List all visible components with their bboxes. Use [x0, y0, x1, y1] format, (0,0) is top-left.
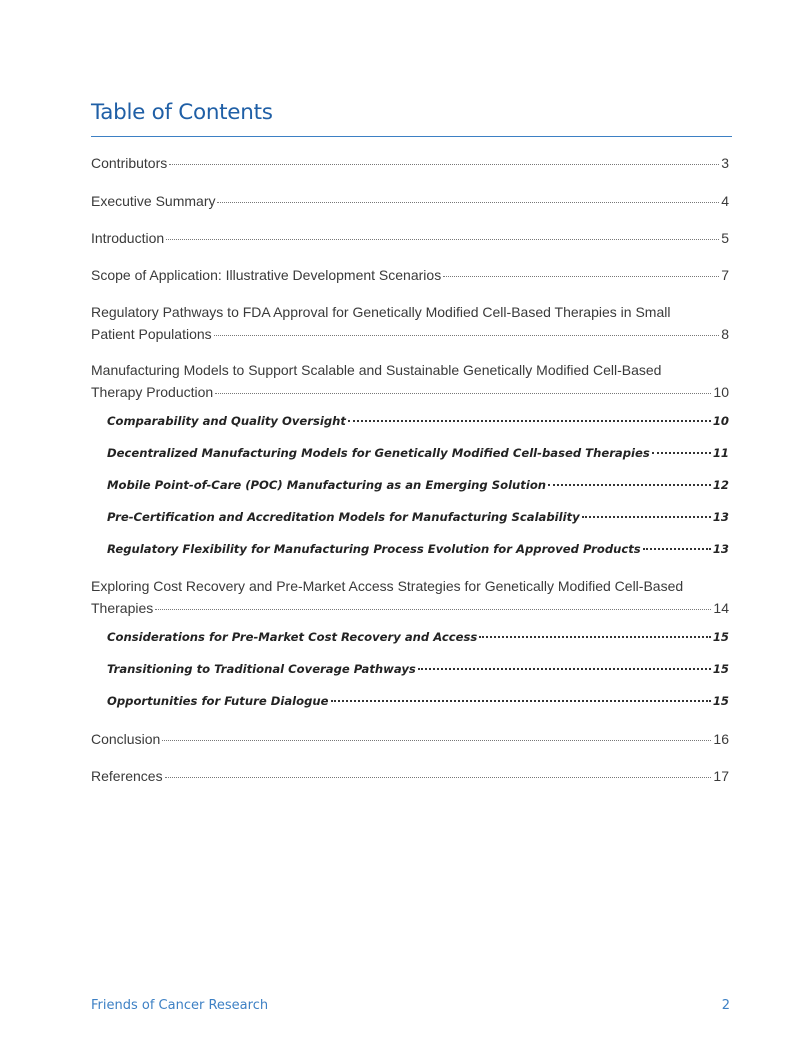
toc-entry-introduction[interactable]: [91, 227, 729, 249]
toc-page-number: 13: [712, 510, 729, 524]
footer-organization: Friends of Cancer Research: [91, 998, 269, 1013]
toc-entry-label: Exploring Cost Recovery and Pre-Market Access Strategies for Genetically Modified Cell-Based: [91, 578, 684, 594]
dot-leader: [169, 164, 719, 165]
toc-entry-label: Opportunities for Future Dialogue: [107, 694, 329, 708]
toc-page-number: 3: [721, 155, 729, 171]
dot-leader: [548, 484, 711, 486]
toc-subentry-future-dialogue[interactable]: [107, 690, 729, 712]
toc-page-number: 8: [721, 326, 729, 342]
toc-entry-label: Introduction: [91, 230, 165, 246]
dot-leader: [582, 516, 711, 518]
toc-page-number: 11: [712, 446, 729, 460]
toc-entry-scope-of-application[interactable]: [91, 264, 729, 286]
dot-leader: [479, 636, 711, 638]
toc-entry-references[interactable]: [91, 765, 729, 787]
dot-leader: [652, 452, 711, 454]
toc-entry-cost-recovery[interactable]: [91, 575, 729, 619]
dot-leader: [162, 740, 711, 741]
dot-leader: [348, 420, 711, 422]
toc-entry-label: References: [91, 768, 163, 784]
footer-page-number: 2: [721, 998, 730, 1013]
toc-entry-label-continued: Patient Populations: [91, 326, 212, 342]
toc-entry-manufacturing-models[interactable]: [91, 359, 729, 403]
toc-entry-label: Mobile Point-of-Care (POC) Manufacturing as an Emerging Solution: [107, 478, 547, 492]
dot-leader: [217, 202, 719, 203]
toc-page-number: 13: [712, 542, 729, 556]
toc-entry-label: Comparability and Quality Oversight: [107, 414, 346, 428]
toc-subentry-comparability[interactable]: [107, 410, 729, 432]
toc-entry-label-continued: Therapy Production: [91, 384, 214, 400]
toc-subentry-pre-certification[interactable]: [107, 506, 729, 528]
toc-entry-label: Regulatory Flexibility for Manufacturing Process Evolution for Approved Products: [107, 542, 641, 556]
toc-page-number: 12: [712, 478, 729, 492]
toc-entry-label: Considerations for Pre-Market Cost Recovery and Access: [107, 630, 478, 644]
toc-subentry-decentralized-manufacturing[interactable]: [107, 442, 729, 464]
dot-leader: [166, 239, 719, 240]
toc-entry-label: Scope of Application: Illustrative Development Scenarios: [91, 267, 442, 283]
toc-page-number: 15: [712, 662, 729, 676]
toc-entry-contributors[interactable]: [91, 152, 729, 174]
toc-subentry-pre-market-cost-recovery[interactable]: [107, 626, 729, 648]
toc-subentry-regulatory-flexibility[interactable]: [107, 538, 729, 560]
toc-page-number: 17: [713, 768, 729, 784]
toc-entry-conclusion[interactable]: [91, 728, 729, 750]
dot-leader: [331, 700, 711, 702]
dot-leader: [443, 276, 719, 277]
dot-leader: [418, 668, 711, 670]
dot-leader: [214, 335, 720, 336]
toc-subentry-mobile-poc[interactable]: [107, 474, 729, 496]
toc-page-number: 10: [713, 384, 729, 400]
toc-page-number: 15: [712, 694, 729, 708]
toc-page-number: 14: [713, 600, 729, 616]
dot-leader: [155, 609, 711, 610]
dot-leader: [215, 393, 711, 394]
toc-page-number: 5: [721, 230, 729, 246]
dot-leader: [643, 548, 711, 550]
toc-entry-label: Regulatory Pathways to FDA Approval for Genetically Modified Cell-Based Therapies in Small: [91, 304, 671, 320]
toc-entry-label: Conclusion: [91, 731, 161, 747]
toc-page-number: 7: [721, 267, 729, 283]
toc-subentry-traditional-coverage[interactable]: [107, 658, 729, 680]
toc-entry-label: Pre-Certification and Accreditation Models for Manufacturing Scalability: [107, 510, 580, 524]
toc-page-number: 10: [712, 414, 729, 428]
toc-entry-executive-summary[interactable]: [91, 190, 729, 212]
dot-leader: [165, 777, 712, 778]
page-title: Table of Contents: [91, 100, 273, 125]
toc-entry-label: Transitioning to Traditional Coverage Pathways: [107, 662, 416, 676]
toc-page-number: 16: [713, 731, 729, 747]
toc-entry-label-continued: Therapies: [91, 600, 154, 616]
toc-entry-label: Manufacturing Models to Support Scalable and Sustainable Genetically Modified Cell-Based: [91, 362, 662, 378]
toc-entry-label: Executive Summary: [91, 193, 216, 209]
toc-entry-label: Decentralized Manufacturing Models for Genetically Modified Cell-based Therapies: [107, 446, 650, 460]
toc-entry-label: Contributors: [91, 155, 168, 171]
toc-entry-regulatory-pathways[interactable]: [91, 301, 729, 345]
toc-page-number: 4: [721, 193, 729, 209]
toc-page-number: 15: [712, 630, 729, 644]
title-underline: [91, 136, 732, 137]
